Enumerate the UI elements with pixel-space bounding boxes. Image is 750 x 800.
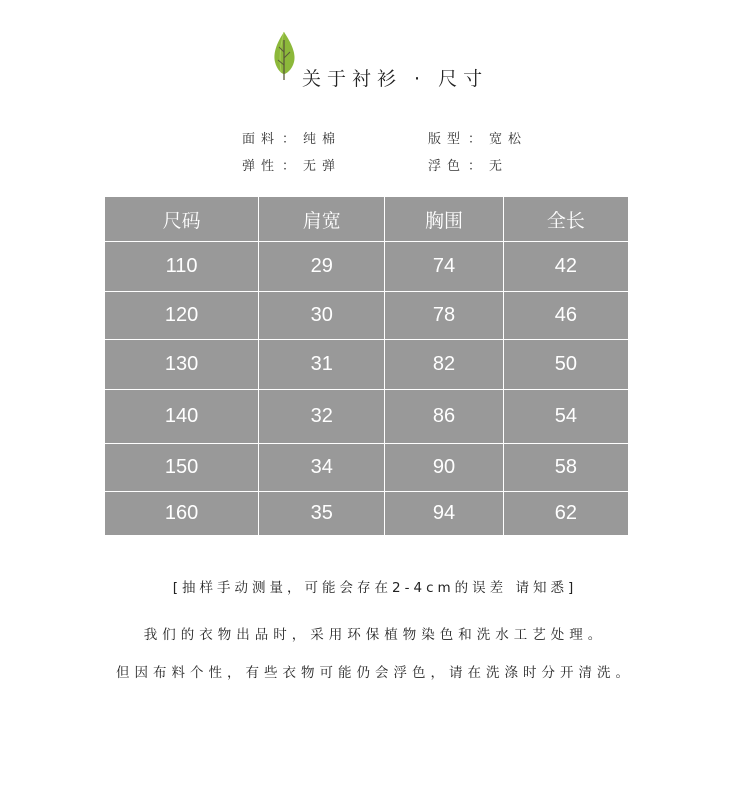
header-chest: 胸围 (385, 197, 503, 242)
cell-shoulder: 35 (259, 492, 385, 536)
page-title: 关于衬衫 · 尺寸 (302, 68, 489, 90)
header-length: 全长 (503, 197, 628, 242)
property-color-bleed: 浮色 ： 无 (428, 159, 509, 174)
property-elasticity: 弹性 ： 无弹 (242, 159, 342, 174)
cell-shoulder: 29 (259, 242, 385, 292)
cell-size: 110 (105, 242, 259, 292)
cell-chest: 86 (385, 390, 503, 444)
property-value: 宽松 (489, 132, 528, 147)
cell-size: 150 (105, 444, 259, 492)
table-row (105, 444, 629, 492)
cell-length: 58 (503, 444, 628, 492)
cell-chest: 90 (385, 444, 503, 492)
cell-shoulder: 30 (259, 292, 385, 340)
cell-length: 50 (503, 340, 628, 390)
dyeing-note: 我们的衣物出品时，采用环保植物染色和洗水工艺处理。 (143, 627, 607, 643)
property-label: 面料 (242, 132, 281, 147)
table-row (105, 390, 629, 444)
cell-length: 46 (503, 292, 628, 340)
cell-size: 160 (105, 492, 259, 536)
cell-shoulder: 32 (259, 390, 385, 444)
cell-shoulder: 34 (259, 444, 385, 492)
property-value: 纯棉 (303, 132, 342, 147)
property-label: 浮色 (428, 159, 467, 174)
property-fabric: 面料 ： 纯棉 (242, 132, 342, 147)
measurement-note: [抽样手动测量，可能会存在2-4cm的误差 请知悉] (172, 580, 578, 596)
property-value: 无 (489, 159, 509, 174)
table-row (105, 492, 629, 536)
property-fit: 版型 ： 宽松 (428, 132, 528, 147)
size-table (104, 196, 629, 536)
table-row (105, 340, 629, 390)
cell-size: 120 (105, 292, 259, 340)
cell-shoulder: 31 (259, 340, 385, 390)
header-shoulder: 肩宽 (259, 197, 385, 242)
cell-size: 130 (105, 340, 259, 390)
cell-size: 140 (105, 390, 259, 444)
cell-length: 62 (503, 492, 628, 536)
cell-chest: 74 (385, 242, 503, 292)
cell-chest: 82 (385, 340, 503, 390)
table-row (105, 242, 629, 292)
cell-chest: 78 (385, 292, 503, 340)
property-label: 弹性 (242, 159, 281, 174)
property-value: 无弹 (303, 159, 342, 174)
washing-note: 但因布料个性，有些衣物可能仍会浮色，请在洗涤时分开清洗。 (116, 665, 634, 681)
tree-leaf-icon (270, 30, 300, 82)
cell-length: 54 (503, 390, 628, 444)
header-size: 尺码 (105, 197, 259, 242)
table-header-row (105, 197, 629, 242)
cell-length: 42 (503, 242, 628, 292)
table-row (105, 292, 629, 340)
page-header (270, 30, 490, 90)
cell-chest: 94 (385, 492, 503, 536)
property-label: 版型 (428, 132, 467, 147)
